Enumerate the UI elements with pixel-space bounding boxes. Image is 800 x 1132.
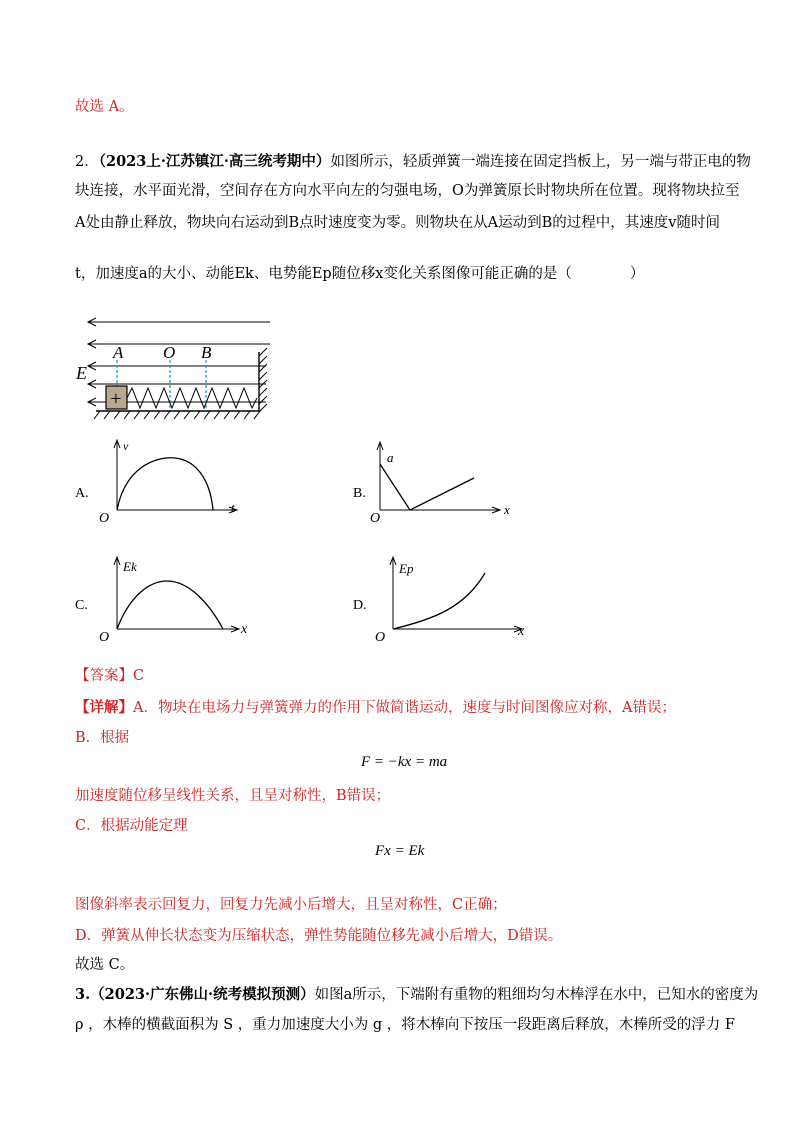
option-b-graph[interactable] [370,440,530,525]
a-ylabel: v [123,439,129,453]
option-d-graph[interactable] [375,555,535,645]
q2-conclusion: 故选 C。 [75,957,135,973]
detail-d: D．弹簧从伸长状态变为压缩状态，弹性势能随位移先减小后增大，D错误。 [75,928,563,944]
ground-hatch [94,411,260,419]
detail-b-intro: B．根据 [75,730,130,746]
option-c-graph[interactable] [95,555,255,645]
q2-figure [70,312,285,427]
equation-1: F = −kx = ma [361,754,448,770]
detail-c-intro: C．根据动能定理 [75,818,188,834]
q2-line2: 块连接，水平面光滑，空间存在方向水平向左的匀强电场，O为弹簧原长时物块所在位置。现将物块拉至 [75,183,740,199]
option-c-label: C. [75,598,88,613]
option-b-label: B. [353,486,366,501]
b-origin: O [370,511,381,525]
spring [127,388,257,408]
q2-line4: t，加速度a的大小、动能Ek、电势能Ep随位移x变化关系图像可能正确的是（ ） [75,266,645,282]
q2-line3: A处由静止释放，物块向右运动到B点时速度变为零。则物块在从A运动到B的过程中，其速度v随时间 [75,215,720,231]
c-xlabel: x [241,622,248,637]
equation-2: Fx = Ek [375,843,425,859]
q2-line1: 2．（2023上·江苏镇江·高三统考期中）如图所示，轻质弹簧一端连接在固定挡板上，另一端与带正电的物 [75,153,751,170]
d-ylabel: Ep [399,561,414,576]
label-B: B [201,343,212,362]
block-charge: + [109,388,123,410]
d-origin: O [375,630,386,645]
detail-a: 【详解】A．物块在电场力与弹簧弹力的作用下做简谐运动，速度与时间图像应对称，A错误； [75,699,676,716]
detail-b-conclusion: 加速度随位移呈线性关系，且呈对称性，B错误； [75,788,391,804]
c-ylabel: Ek [123,559,137,574]
c-origin: O [99,630,110,645]
option-a-graph[interactable] [95,438,255,523]
q3-line1: 3.（2023·广东佛山·统考模拟预测）如图a所示，下端附有重物的粗细均匀木棒浮在水中，已知水的密度为 [75,986,759,1003]
option-d-label: D. [353,598,367,613]
q3-line2: ρ ，木棒的横截面积为 S ，重力加速度大小为 g ，将木棒向下按压一段距离后释放，木棒所受的浮力 F [75,1017,735,1033]
answer: 【答案】C [75,668,145,684]
label-A: A [113,343,124,362]
b-ylabel: a [387,450,394,465]
label-E: E [76,363,87,383]
d-xlabel: x [518,624,525,639]
b-xlabel: x [504,502,510,517]
prev-conclusion: 故选 A。 [75,99,134,115]
detail-c-conclusion: 图像斜率表示回复力，回复力先减小后增大，且呈对称性，C正确； [75,897,507,913]
a-xlabel: t [231,500,235,515]
option-a-label: A. [75,486,89,501]
label-O: O [163,343,176,362]
a-origin: O [99,511,110,523]
